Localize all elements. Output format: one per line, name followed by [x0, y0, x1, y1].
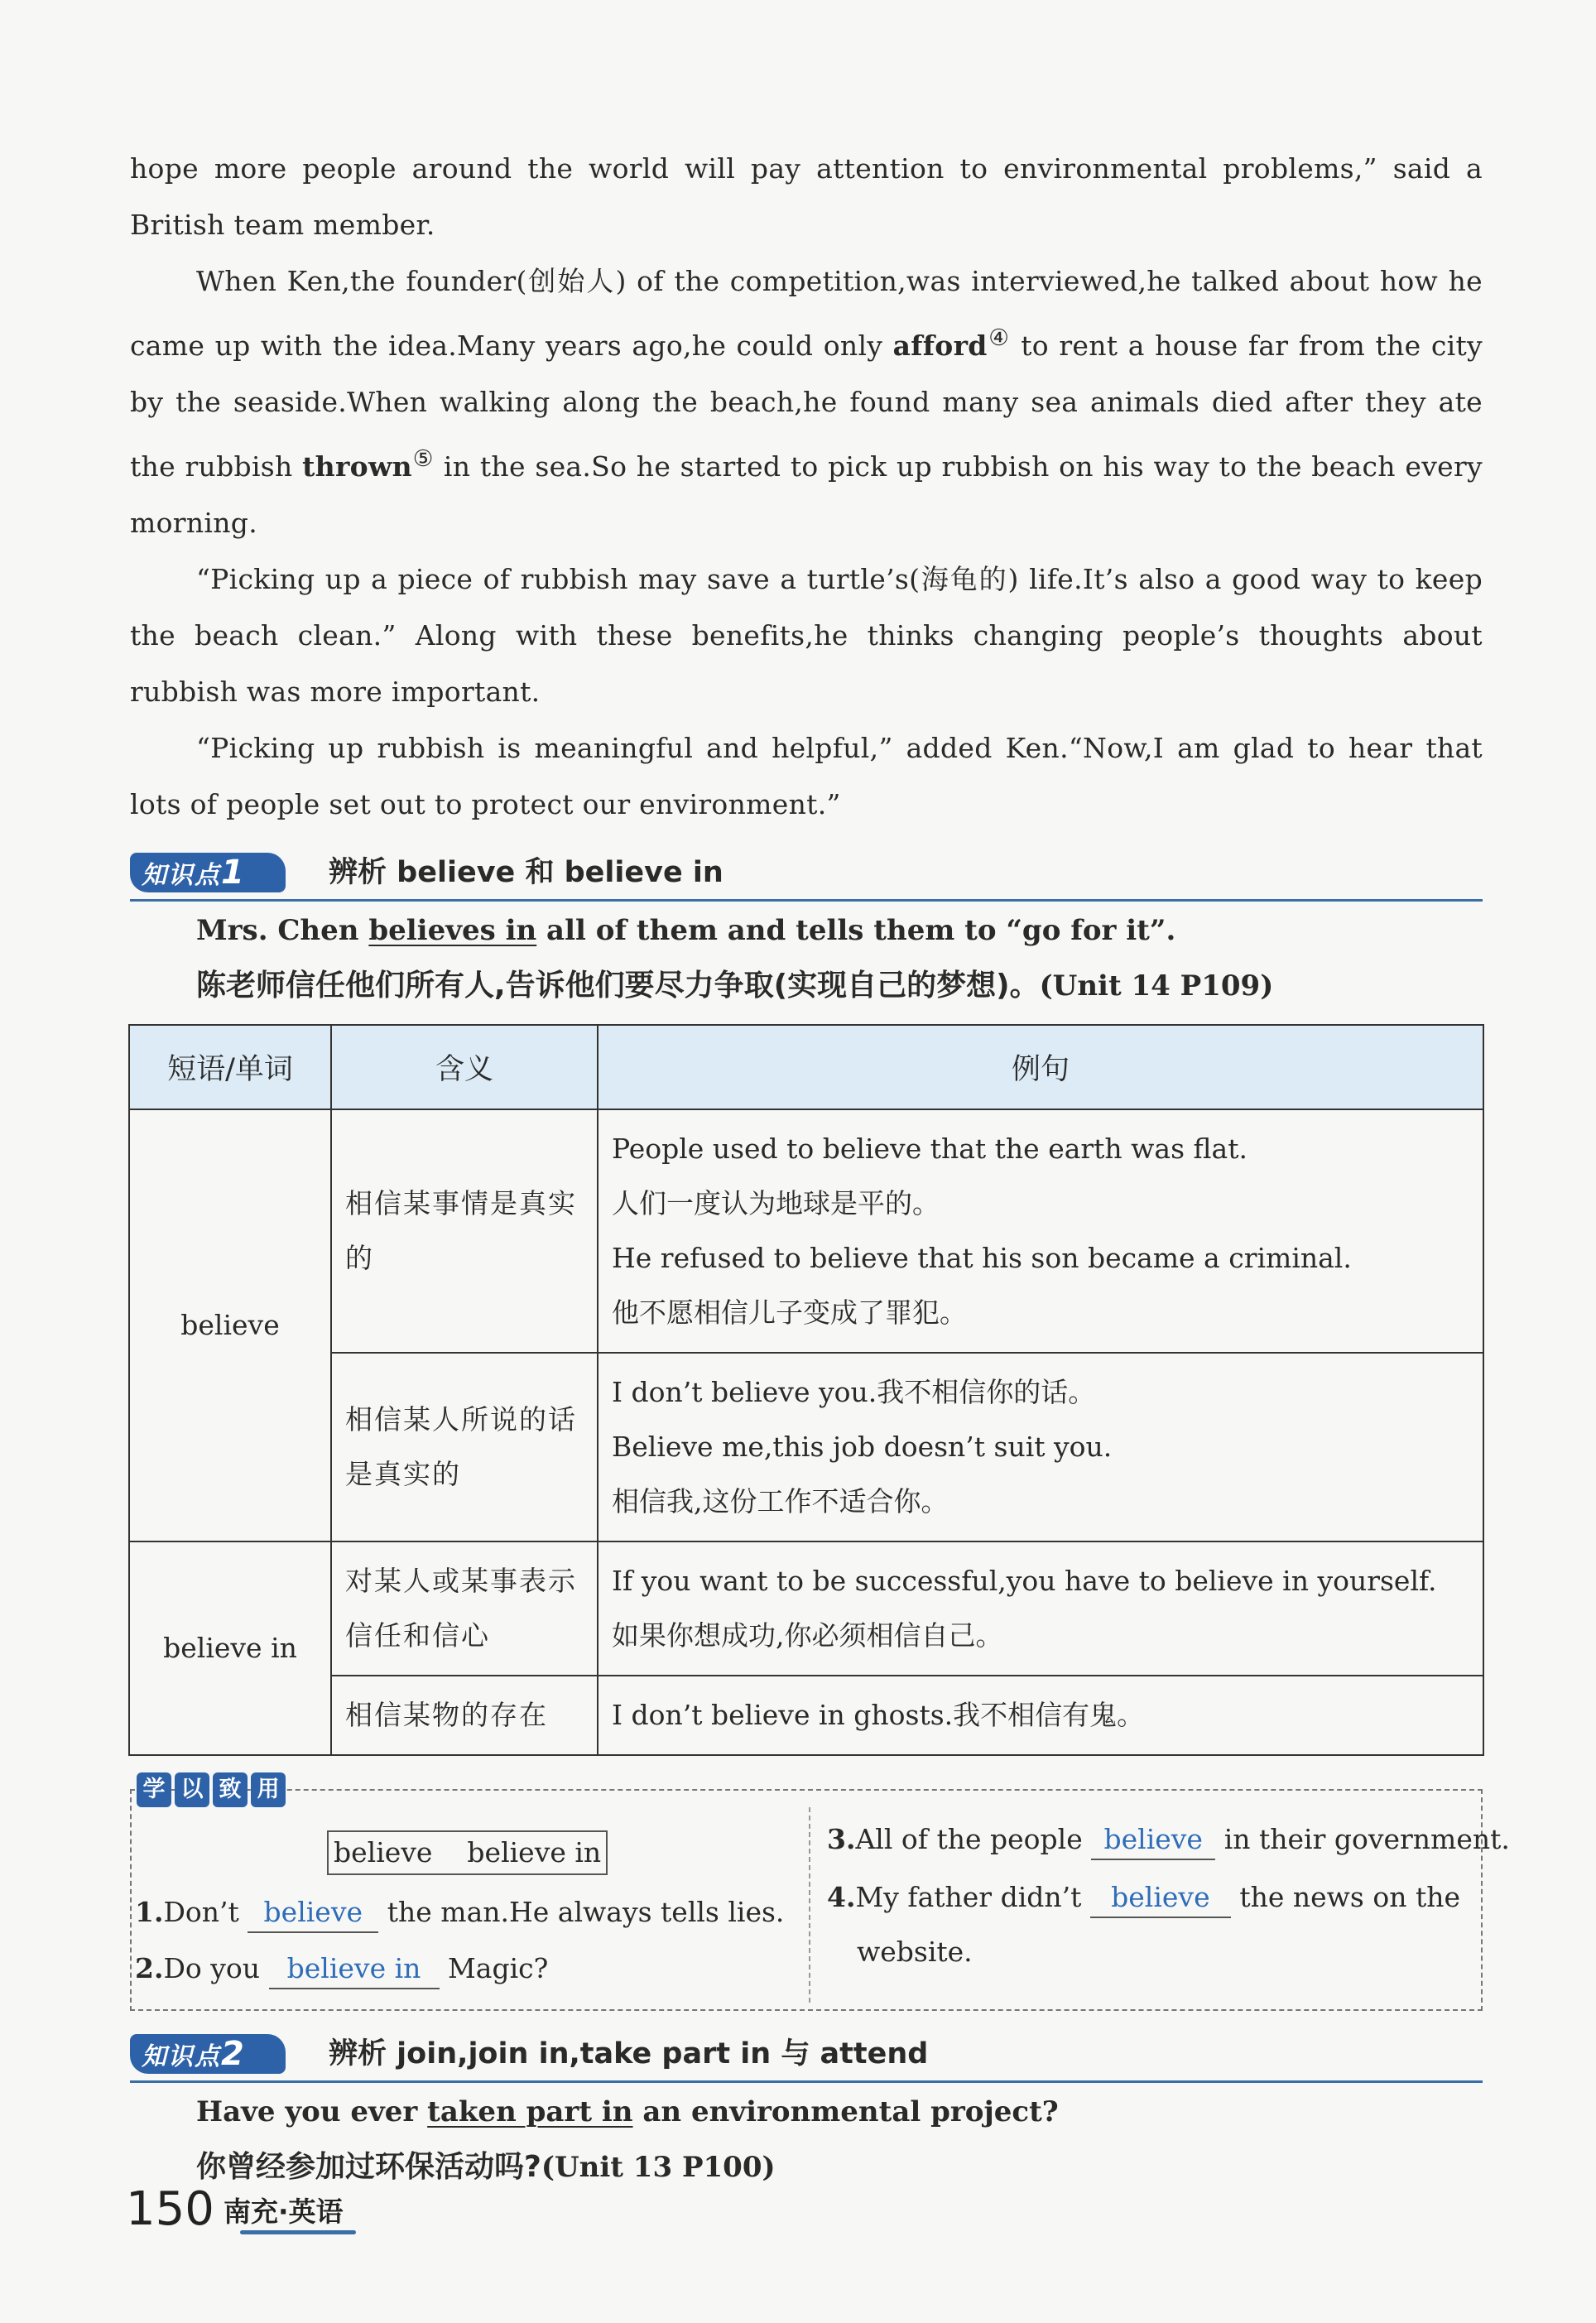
text-run: When Ken,the founder(创始人) of the competition,was interviewed,he talked about how he came up with the idea.Many years ago,he could only: [130, 265, 1483, 362]
text-run: Don’t: [163, 1896, 248, 1928]
answer-blank: believe: [1091, 1820, 1215, 1860]
example-english: [130, 902, 1483, 960]
text-run: an environmental project?: [632, 2095, 1059, 2128]
badge-char: 用: [251, 1772, 286, 1807]
text-run: My father didn’t: [855, 1881, 1090, 1913]
question-4: [827, 1877, 1460, 1918]
word-believe-in: believe in: [129, 1541, 331, 1755]
underlined-phrase: taken part in: [427, 2095, 633, 2128]
example-cell: [598, 1541, 1483, 1676]
question-number: 1.: [135, 1896, 164, 1928]
meaning-cell: 相信某物的存在: [331, 1676, 598, 1755]
table-row: [129, 1353, 1483, 1541]
example-cell: [598, 1676, 1483, 1755]
question-number: 4.: [827, 1881, 856, 1913]
example-sentence: Believe me,this job doesn’t suit you.: [612, 1431, 1113, 1463]
passage-paragraph-3: “Picking up a piece of rubbish may save a turtle’s(海龟的) life.It’s also a good way to keep the beach clean.” Along with these benefits,he thinks changing people’s thoughts about rubbish was more important.: [130, 563, 1483, 708]
answer-blank: believe: [248, 1893, 378, 1933]
footer-accent-bar: [240, 2230, 356, 2234]
knowledge-point-badge: [130, 2034, 286, 2074]
table-header-row: [129, 1025, 1483, 1109]
text-run: in the sea.So he started to pick up rubbish on his way to the beach every morning.: [130, 450, 1483, 539]
example-chinese: [130, 960, 1483, 1012]
text-run: Do you: [163, 1952, 269, 1984]
badge-label: 知识点: [142, 861, 221, 890]
badge-number: 1: [221, 854, 246, 892]
example-cell: [598, 1353, 1483, 1541]
underlined-phrase: believes in: [368, 914, 537, 947]
text-run: all of them and tells them to “go for it”.: [536, 914, 1176, 947]
text-run: Magic?: [439, 1952, 549, 1984]
table-row: [129, 1676, 1483, 1755]
example-sentence: 如果你想成功,你必须相信自己。: [612, 1619, 1003, 1652]
text-run: Mrs. Chen: [196, 914, 369, 947]
example-sentence: If you want to be successful,you have to believe in yourself.: [612, 1565, 1437, 1597]
unit-reference: (Unit 13 P100): [541, 2151, 776, 2184]
practice-badge: [137, 1772, 286, 1807]
example-sentence: I don’t believe in ghosts.我不相信有鬼。: [612, 1699, 1145, 1731]
meaning-cell: 相信某事情是真实的: [331, 1109, 598, 1353]
meaning-cell: 对某人或某事表示信任和信心: [331, 1541, 598, 1676]
question-number: 3.: [827, 1823, 856, 1855]
example-cell: [598, 1109, 1483, 1353]
text-run: All of the people: [855, 1823, 1092, 1855]
comparison-table: [128, 1024, 1484, 1756]
example-english: [130, 2083, 1483, 2141]
question-number: 2.: [135, 1952, 164, 1984]
text-run: 你曾经参加过环保活动吗?: [196, 2150, 541, 2184]
word-choice-box: believe believe in: [327, 1830, 608, 1875]
text-run: Have you ever: [196, 2095, 428, 2128]
practice-divider: [809, 1807, 810, 2003]
header-word: 短语/单词: [129, 1025, 331, 1109]
knowledge-point-badge: [130, 853, 286, 892]
badge-label: 知识点: [142, 2042, 221, 2071]
table-row: [129, 1109, 1483, 1353]
footnote-marker: ④: [987, 325, 1011, 351]
passage-paragraph-2: [130, 253, 1483, 551]
text-run: to rent a house far from the city by the seaside.When walking along the beach,he found many sea animals died after they ate the rubbish: [130, 329, 1483, 483]
passage-paragraph-4: “Picking up rubbish is meaningful and helpful,” added Ken.“Now,I am glad to hear that lots of people set out to protect our environment.”: [130, 732, 1483, 820]
footnote-marker: ⑤: [411, 445, 435, 472]
example-sentence: I don’t believe you.我不相信你的话。: [612, 1376, 1096, 1408]
unit-reference: (Unit 14 P109): [1039, 969, 1274, 1003]
knowledge-point-2-header: [130, 2031, 1483, 2083]
example-sentence: 他不愿相信儿子变成了罪犯。: [612, 1296, 967, 1329]
keyword-afford: afford: [892, 329, 988, 362]
header-example: 例句: [598, 1025, 1483, 1109]
header-meaning: 含义: [331, 1025, 598, 1109]
table-row: [129, 1541, 1483, 1676]
word-believe: believe: [129, 1109, 331, 1541]
answer-blank: believe in: [269, 1950, 440, 1989]
example-sentence: People used to believe that the earth was flat.: [612, 1133, 1247, 1165]
content: [130, 141, 1510, 2194]
answer-blank: believe: [1090, 1878, 1231, 1918]
passage-paragraph-1: hope more people around the world will pay attention to environmental problems,” said a British team member.: [130, 152, 1483, 241]
footer-label: 南充·英语: [224, 2196, 344, 2228]
knowledge-point-title: 辨析 believe 和 believe in: [329, 856, 723, 889]
question-1: [135, 1892, 784, 1933]
example-sentence: He refused to believe that his son became a criminal.: [612, 1242, 1352, 1274]
question-3: [827, 1819, 1510, 1860]
badge-char: 以: [175, 1772, 209, 1807]
knowledge-point-1-header: [130, 849, 1483, 902]
example-sentence: 人们一度认为地球是平的。: [612, 1187, 940, 1219]
page-number: 150: [126, 2182, 214, 2236]
keyword-thrown: thrown: [302, 450, 412, 483]
practice-box: [130, 1777, 1510, 2011]
example-chinese: [130, 2141, 1483, 2194]
meaning-cell: 相信某人所说的话是真实的: [331, 1353, 598, 1541]
example-sentence: 相信我,这份工作不适合你。: [612, 1485, 949, 1517]
badge-char: 学: [137, 1772, 171, 1807]
text-run: the man.He always tells lies.: [378, 1896, 785, 1928]
text-run: 陈老师信任他们所有人,告诉他们要尽力争取(实现自己的梦想)。: [196, 969, 1040, 1003]
question-4-continued: website.: [857, 1936, 973, 1968]
knowledge-point-title: 辨析 join,join in,take part in 与 attend: [329, 2037, 929, 2070]
badge-char: 致: [213, 1772, 248, 1807]
question-2: [135, 1948, 548, 1989]
text-run: the news on the: [1230, 1881, 1461, 1913]
text-run: in their government.: [1215, 1823, 1510, 1855]
badge-number: 2: [221, 2035, 246, 2073]
